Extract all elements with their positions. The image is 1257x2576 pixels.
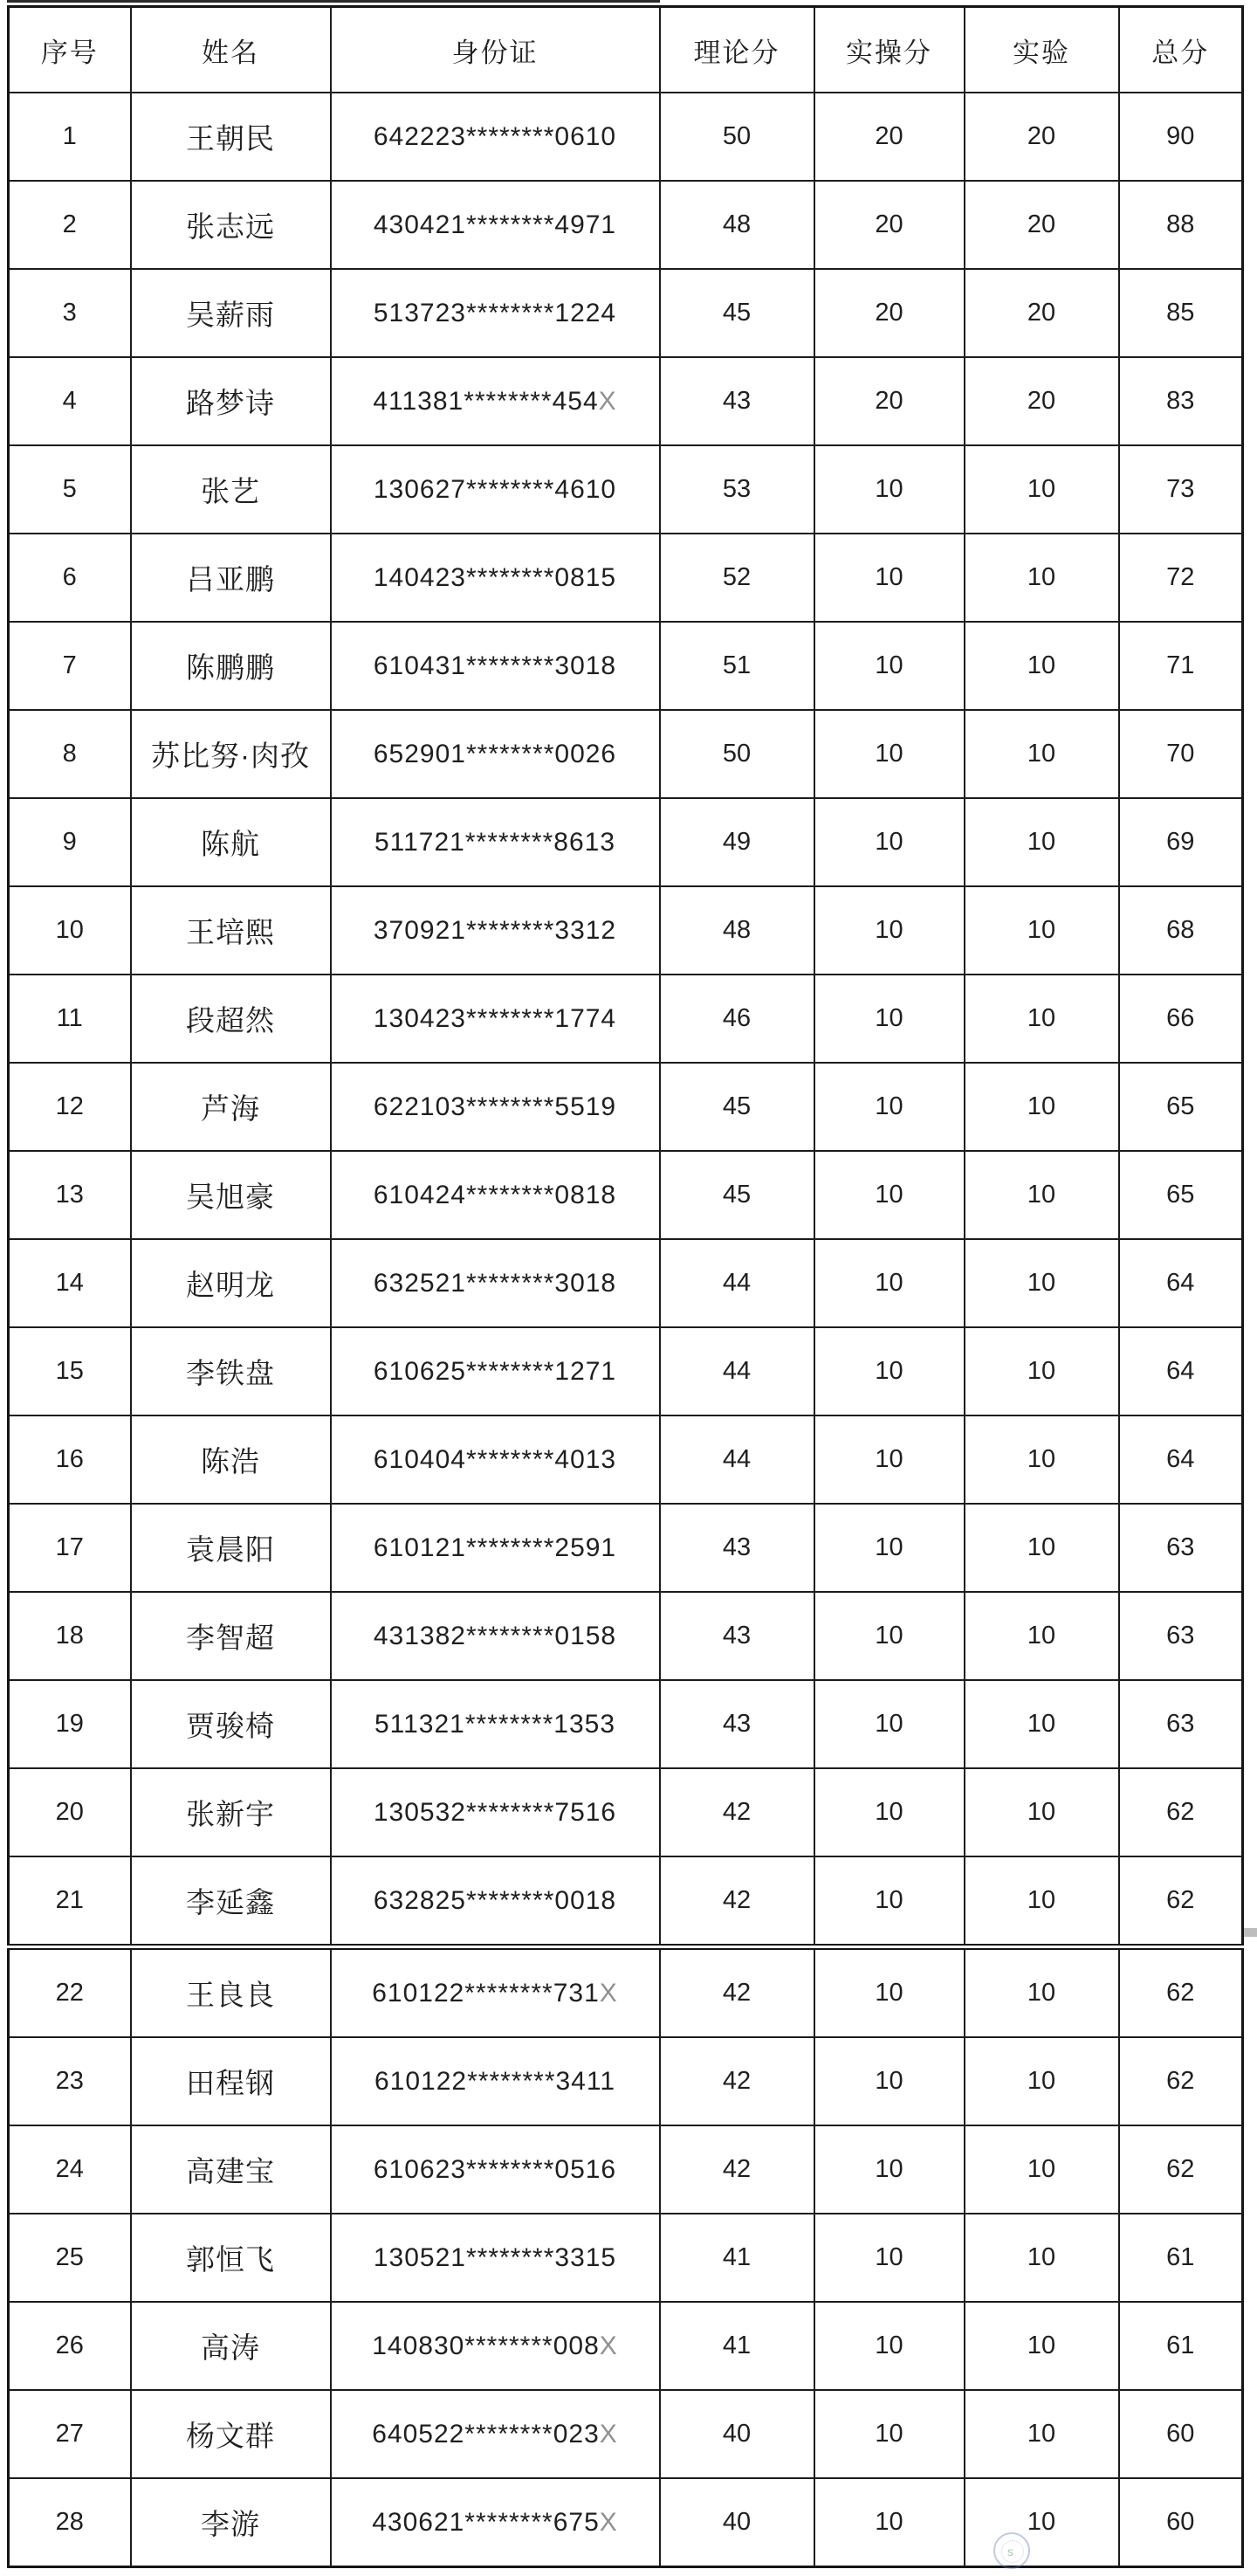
cell-id: 610404********4013	[331, 1415, 660, 1504]
cell-id: 130532********7516	[331, 1768, 660, 1856]
table-row	[9, 1592, 1243, 1680]
cell-practical: 10	[814, 1504, 965, 1592]
cell-total: 61	[1119, 2214, 1243, 2302]
cell-index: 26	[9, 2302, 131, 2390]
cell-theory: 43	[660, 1504, 814, 1592]
cell-practical: 10	[814, 2125, 965, 2214]
cell-experiment: 10	[965, 1327, 1119, 1415]
cell-id: 511321********1353	[331, 1680, 660, 1768]
cell-practical: 10	[814, 1768, 965, 1856]
cell-total: 61	[1119, 2302, 1243, 2390]
cell-id: 140830********008X	[331, 2302, 660, 2390]
cell-experiment: 10	[965, 1063, 1119, 1151]
cell-name: 张艺	[131, 445, 331, 534]
cell-total: 62	[1119, 1768, 1243, 1856]
cell-id: 642223********0610	[331, 93, 660, 181]
cell-id: 640522********023X	[331, 2390, 660, 2478]
header-row	[9, 7, 1243, 93]
cell-index: 10	[9, 886, 131, 975]
cell-experiment: 20	[965, 357, 1119, 445]
cell-index: 14	[9, 1239, 131, 1327]
cell-experiment: 10	[965, 710, 1119, 798]
cell-name: 王良良	[131, 1947, 331, 2038]
cell-total: 71	[1119, 622, 1243, 710]
cell-experiment: 10	[965, 1680, 1119, 1768]
cell-practical: 10	[814, 798, 965, 886]
cell-name: 高建宝	[131, 2125, 331, 2214]
cell-theory: 44	[660, 1327, 814, 1415]
table-row	[9, 357, 1243, 445]
cell-index: 24	[9, 2125, 131, 2214]
cell-index: 27	[9, 2390, 131, 2478]
cell-name: 王培熙	[131, 886, 331, 975]
cell-id: 652901********0026	[331, 710, 660, 798]
table-row	[9, 1680, 1243, 1768]
cell-experiment: 10	[965, 1856, 1119, 1947]
cell-id: 622103********5519	[331, 1063, 660, 1151]
stamp-core-mark: s	[1007, 2545, 1013, 2559]
cell-id: 140423********0815	[331, 534, 660, 622]
table-row	[9, 1239, 1243, 1327]
cell-name: 张新宇	[131, 1768, 331, 1856]
cell-experiment: 10	[965, 1768, 1119, 1856]
table-row	[9, 1947, 1243, 2038]
cell-id: 370921********3312	[331, 886, 660, 975]
cell-index: 2	[9, 181, 131, 269]
cell-index: 7	[9, 622, 131, 710]
cell-practical: 10	[814, 2478, 965, 2567]
cell-index: 23	[9, 2037, 131, 2125]
cell-total: 63	[1119, 1680, 1243, 1768]
cell-total: 90	[1119, 93, 1243, 181]
cell-total: 66	[1119, 975, 1243, 1063]
cell-theory: 50	[660, 93, 814, 181]
cell-total: 69	[1119, 798, 1243, 886]
cell-practical: 10	[814, 1239, 965, 1327]
cell-experiment: 10	[965, 2125, 1119, 2214]
cell-index: 12	[9, 1063, 131, 1151]
cell-name: 吕亚鹏	[131, 534, 331, 622]
table-row	[9, 2214, 1243, 2302]
header-index: 序号	[9, 7, 131, 93]
cell-name: 贾骏椅	[131, 1680, 331, 1768]
cell-practical: 10	[814, 2037, 965, 2125]
cell-theory: 49	[660, 798, 814, 886]
cell-practical: 10	[814, 975, 965, 1063]
table-row	[9, 1063, 1243, 1151]
cell-total: 64	[1119, 1415, 1243, 1504]
cell-theory: 42	[660, 1768, 814, 1856]
header-experiment: 实验	[965, 7, 1119, 93]
header-name: 姓名	[131, 7, 331, 93]
cell-practical: 10	[814, 1415, 965, 1504]
cell-id: 511721********8613	[331, 798, 660, 886]
cell-name: 苏比努·肉孜	[131, 710, 331, 798]
table-row	[9, 975, 1243, 1063]
cell-practical: 20	[814, 93, 965, 181]
cell-name: 杨文群	[131, 2390, 331, 2478]
cell-theory: 43	[660, 1592, 814, 1680]
cell-experiment: 10	[965, 1239, 1119, 1327]
cell-experiment: 10	[965, 2214, 1119, 2302]
cell-index: 21	[9, 1856, 131, 1947]
cell-total: 68	[1119, 886, 1243, 975]
cell-theory: 45	[660, 269, 814, 357]
cell-name: 袁晨阳	[131, 1504, 331, 1592]
cell-total: 62	[1119, 1947, 1243, 2038]
cell-total: 60	[1119, 2390, 1243, 2478]
cell-practical: 10	[814, 1063, 965, 1151]
cell-name: 高涛	[131, 2302, 331, 2390]
cell-total: 65	[1119, 1063, 1243, 1151]
stamp-watermark-icon	[993, 2532, 1030, 2569]
cell-total: 63	[1119, 1592, 1243, 1680]
cell-name: 陈浩	[131, 1415, 331, 1504]
cell-id: 632825********0018	[331, 1856, 660, 1947]
cell-theory: 51	[660, 622, 814, 710]
header-total: 总分	[1119, 7, 1243, 93]
cell-total: 70	[1119, 710, 1243, 798]
cell-id: 130627********4610	[331, 445, 660, 534]
cell-index: 3	[9, 269, 131, 357]
cell-experiment: 20	[965, 269, 1119, 357]
cell-id: 430621********675X	[331, 2478, 660, 2567]
cell-total: 64	[1119, 1239, 1243, 1327]
cell-theory: 40	[660, 2390, 814, 2478]
cell-practical: 10	[814, 2302, 965, 2390]
cell-name: 李铁盘	[131, 1327, 331, 1415]
cell-id: 610431********3018	[331, 622, 660, 710]
scan-artifact-right-mark	[1243, 1928, 1257, 1937]
table-row	[9, 2390, 1243, 2478]
cell-experiment: 10	[965, 622, 1119, 710]
cell-name: 吴薪雨	[131, 269, 331, 357]
cell-experiment: 10	[965, 1947, 1119, 2038]
cell-experiment: 10	[965, 1151, 1119, 1239]
cell-id: 610122********3411	[331, 2037, 660, 2125]
cell-total: 72	[1119, 534, 1243, 622]
cell-total: 64	[1119, 1327, 1243, 1415]
table-row	[9, 1768, 1243, 1856]
cell-total: 62	[1119, 2125, 1243, 2214]
cell-total: 88	[1119, 181, 1243, 269]
cell-name: 路梦诗	[131, 357, 331, 445]
cell-theory: 41	[660, 2214, 814, 2302]
cell-index: 11	[9, 975, 131, 1063]
cell-practical: 10	[814, 622, 965, 710]
table-row	[9, 710, 1243, 798]
cell-index: 4	[9, 357, 131, 445]
cell-id: 610122********731X	[331, 1947, 660, 2038]
cell-theory: 40	[660, 2478, 814, 2567]
cell-practical: 10	[814, 710, 965, 798]
cell-name: 陈航	[131, 798, 331, 886]
cell-name: 李游	[131, 2478, 331, 2567]
cell-practical: 10	[814, 1856, 965, 1947]
cell-experiment: 20	[965, 181, 1119, 269]
cell-total: 83	[1119, 357, 1243, 445]
table-row	[9, 886, 1243, 975]
cell-name: 李延鑫	[131, 1856, 331, 1947]
cell-name: 芦海	[131, 1063, 331, 1151]
cell-total: 65	[1119, 1151, 1243, 1239]
cell-id: 610121********2591	[331, 1504, 660, 1592]
cell-experiment: 10	[965, 798, 1119, 886]
cell-index: 20	[9, 1768, 131, 1856]
table-row	[9, 2125, 1243, 2214]
cell-name: 赵明龙	[131, 1239, 331, 1327]
cell-id: 610623********0516	[331, 2125, 660, 2214]
cell-index: 13	[9, 1151, 131, 1239]
header-theory: 理论分	[660, 7, 814, 93]
cell-index: 17	[9, 1504, 131, 1592]
cell-index: 18	[9, 1592, 131, 1680]
cell-index: 28	[9, 2478, 131, 2567]
cell-total: 62	[1119, 2037, 1243, 2125]
cell-practical: 10	[814, 2390, 965, 2478]
cell-practical: 10	[814, 2214, 965, 2302]
table-row	[9, 622, 1243, 710]
cell-experiment: 10	[965, 975, 1119, 1063]
cell-experiment: 10	[965, 2302, 1119, 2390]
cell-index: 16	[9, 1415, 131, 1504]
cell-experiment: 10	[965, 445, 1119, 534]
cell-index: 9	[9, 798, 131, 886]
cell-practical: 10	[814, 886, 965, 975]
cell-experiment: 10	[965, 1504, 1119, 1592]
cell-practical: 10	[814, 1947, 965, 2038]
cell-practical: 10	[814, 1680, 965, 1768]
table-row	[9, 534, 1243, 622]
cell-theory: 45	[660, 1151, 814, 1239]
cell-theory: 41	[660, 2302, 814, 2390]
cell-name: 张志远	[131, 181, 331, 269]
cell-total: 60	[1119, 2478, 1243, 2567]
cell-total: 63	[1119, 1504, 1243, 1592]
cell-theory: 42	[660, 2037, 814, 2125]
cell-experiment: 10	[965, 2478, 1119, 2567]
cell-name: 田程钢	[131, 2037, 331, 2125]
cell-practical: 20	[814, 181, 965, 269]
table-row	[9, 1151, 1243, 1239]
cell-practical: 10	[814, 1327, 965, 1415]
cell-id: 610424********0818	[331, 1151, 660, 1239]
cell-id: 632521********3018	[331, 1239, 660, 1327]
cell-experiment: 10	[965, 1415, 1119, 1504]
cell-name: 王朝民	[131, 93, 331, 181]
table-row	[9, 2037, 1243, 2125]
table-row	[9, 2302, 1243, 2390]
cell-id: 610625********1271	[331, 1327, 660, 1415]
cell-id: 411381********454X	[331, 357, 660, 445]
cell-index: 15	[9, 1327, 131, 1415]
score-table	[7, 5, 1244, 2568]
table-row	[9, 798, 1243, 886]
cell-theory: 42	[660, 1947, 814, 2038]
cell-index: 19	[9, 1680, 131, 1768]
cell-experiment: 10	[965, 2390, 1119, 2478]
table-row	[9, 93, 1243, 181]
cell-name: 陈鹏鹏	[131, 622, 331, 710]
cell-theory: 52	[660, 534, 814, 622]
table-row	[9, 1415, 1243, 1504]
cell-theory: 44	[660, 1415, 814, 1504]
cell-experiment: 10	[965, 1592, 1119, 1680]
cell-total: 73	[1119, 445, 1243, 534]
cell-theory: 43	[660, 1680, 814, 1768]
cell-theory: 53	[660, 445, 814, 534]
cell-experiment: 10	[965, 534, 1119, 622]
cell-index: 22	[9, 1947, 131, 2038]
cell-total: 62	[1119, 1856, 1243, 1947]
cell-experiment: 10	[965, 886, 1119, 975]
table-row	[9, 445, 1243, 534]
cell-experiment: 20	[965, 93, 1119, 181]
cell-name: 吴旭豪	[131, 1151, 331, 1239]
cell-theory: 46	[660, 975, 814, 1063]
cell-theory: 43	[660, 357, 814, 445]
table-row	[9, 1327, 1243, 1415]
cell-theory: 48	[660, 181, 814, 269]
cell-id: 513723********1224	[331, 269, 660, 357]
cell-index: 25	[9, 2214, 131, 2302]
table-row	[9, 2478, 1243, 2567]
cell-theory: 42	[660, 2125, 814, 2214]
cell-theory: 45	[660, 1063, 814, 1151]
cell-theory: 50	[660, 710, 814, 798]
cell-index: 5	[9, 445, 131, 534]
cell-total: 85	[1119, 269, 1243, 357]
cell-theory: 42	[660, 1856, 814, 1947]
cell-experiment: 10	[965, 2037, 1119, 2125]
cell-name: 郭恒飞	[131, 2214, 331, 2302]
header-id: 身份证	[331, 7, 660, 93]
cell-practical: 10	[814, 534, 965, 622]
cell-theory: 48	[660, 886, 814, 975]
cell-index: 1	[9, 93, 131, 181]
cell-practical: 20	[814, 357, 965, 445]
cell-practical: 10	[814, 1151, 965, 1239]
cell-name: 李智超	[131, 1592, 331, 1680]
table-row	[9, 1504, 1243, 1592]
cell-id: 430421********4971	[331, 181, 660, 269]
table-row	[9, 1856, 1243, 1947]
cell-name: 段超然	[131, 975, 331, 1063]
cell-practical: 10	[814, 1592, 965, 1680]
cell-practical: 20	[814, 269, 965, 357]
scan-artifact-top-strip	[7, 0, 660, 3]
cell-theory: 44	[660, 1239, 814, 1327]
table-row	[9, 181, 1243, 269]
table-row	[9, 269, 1243, 357]
cell-id: 431382********0158	[331, 1592, 660, 1680]
cell-practical: 10	[814, 445, 965, 534]
header-practical: 实操分	[814, 7, 965, 93]
cell-id: 130423********1774	[331, 975, 660, 1063]
cell-id: 130521********3315	[331, 2214, 660, 2302]
cell-index: 8	[9, 710, 131, 798]
cell-index: 6	[9, 534, 131, 622]
